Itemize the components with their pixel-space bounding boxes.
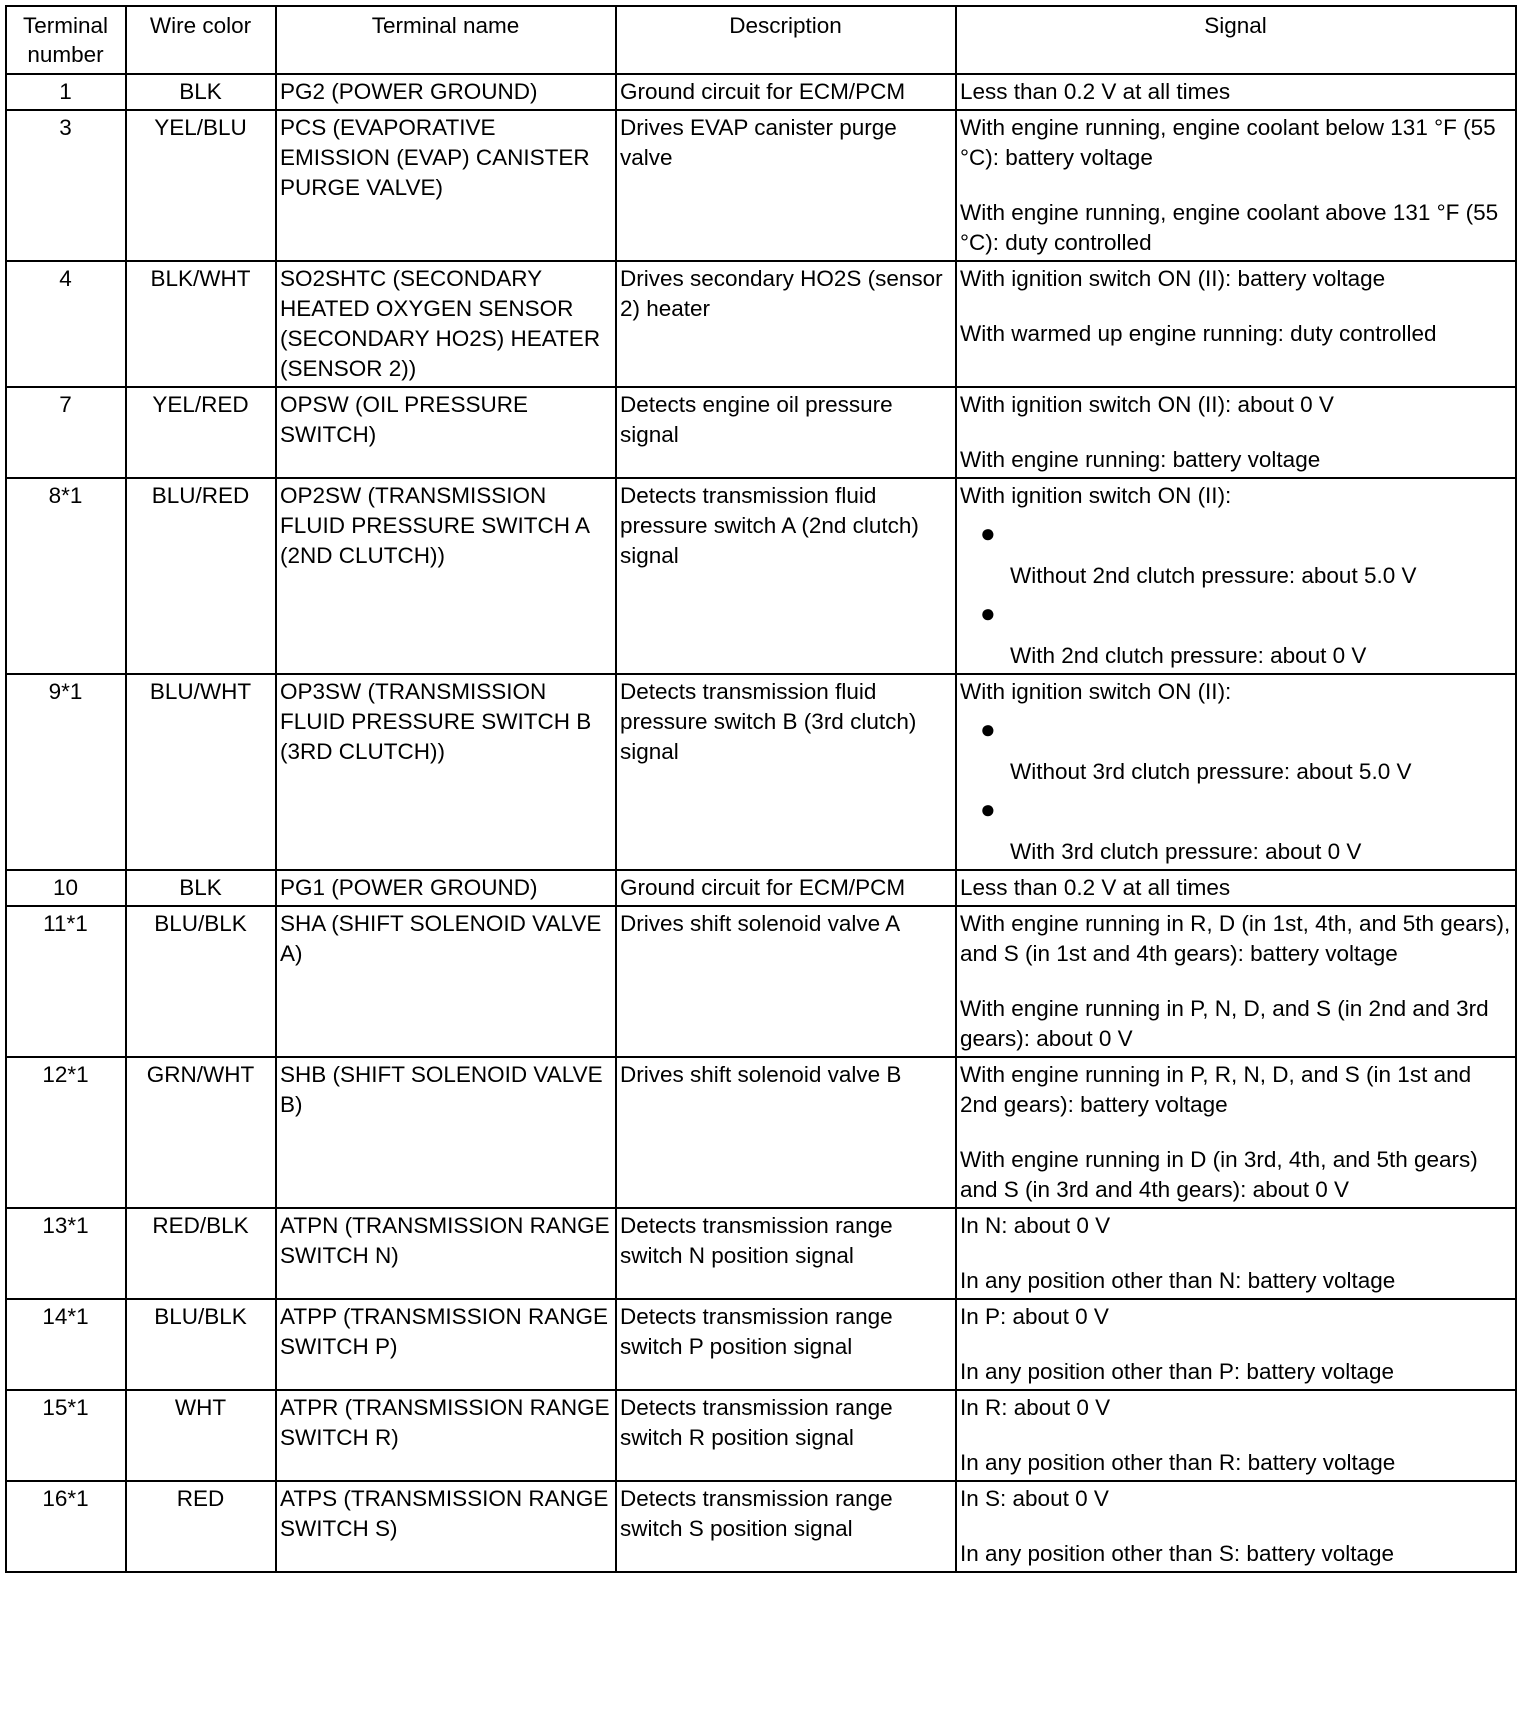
terminal-number-cell: 8*1	[6, 478, 126, 674]
table-row	[6, 1299, 1516, 1390]
terminal-table-container	[5, 5, 1517, 1573]
terminal-name-cell: PG1 (POWER GROUND)	[276, 870, 616, 906]
table-row	[6, 1208, 1516, 1299]
signal-line: With engine running in P, R, N, D, and S (in 1st and 2nd gears): battery voltage	[960, 1062, 1472, 1117]
wire-color-cell: BLU/BLK	[126, 906, 276, 1057]
header-wire-color: Wire color	[126, 6, 276, 74]
paragraph-gap	[960, 294, 1511, 319]
signal-line: With engine running in D (in 3rd, 4th, and 5th gears) and S (in 3rd and 4th gears): about 0 V	[960, 1147, 1478, 1202]
wire-color-cell: GRN/WHT	[126, 1057, 276, 1208]
signal-line: With engine running, engine coolant above 131 °F (55 °C): duty controlled	[960, 200, 1499, 255]
table-row	[6, 74, 1516, 110]
table-row	[6, 478, 1516, 674]
terminal-name-cell: OPSW (OIL PRESSURE SWITCH)	[276, 387, 616, 478]
signal-line: With ignition switch ON (II): battery voltage	[960, 266, 1386, 291]
signal-line: Less than 0.2 V at all times	[960, 79, 1231, 104]
header-terminal-number: Terminal number	[6, 6, 126, 74]
signal-cell	[956, 1299, 1516, 1390]
signal-cell	[956, 1390, 1516, 1481]
terminal-name-cell: OP3SW (TRANSMISSION FLUID PRESSURE SWITCH B (3RD CLUTCH))	[276, 674, 616, 870]
signal-line: Less than 0.2 V at all times	[960, 875, 1231, 900]
terminal-name-cell: SHA (SHIFT SOLENOID VALVE A)	[276, 906, 616, 1057]
description-cell: Detects transmission range switch S position signal	[616, 1481, 956, 1572]
paragraph-gap	[960, 1423, 1511, 1448]
wire-color-cell: WHT	[126, 1390, 276, 1481]
signal-bullet-line: Without 3rd clutch pressure: about 5.0 V	[1010, 759, 1412, 784]
table-row	[6, 870, 1516, 906]
description-cell: Detects transmission range switch N position signal	[616, 1208, 956, 1299]
terminal-name-cell: ATPR (TRANSMISSION RANGE SWITCH R)	[276, 1390, 616, 1481]
terminal-number-cell: 14*1	[6, 1299, 126, 1390]
terminal-number-cell: 9*1	[6, 674, 126, 870]
signal-cell	[956, 387, 1516, 478]
terminal-number-cell: 16*1	[6, 1481, 126, 1572]
paragraph-gap	[960, 1332, 1511, 1357]
header-row	[6, 6, 1516, 74]
table-row	[6, 906, 1516, 1057]
bullet-icon: ●	[980, 518, 996, 548]
signal-line: With engine running, engine coolant below 131 °F (55 °C): battery voltage	[960, 115, 1496, 170]
table-row	[6, 1390, 1516, 1481]
signal-line: In any position other than R: battery voltage	[960, 1450, 1396, 1475]
wire-color-cell: BLU/BLK	[126, 1299, 276, 1390]
terminal-number-cell: 10	[6, 870, 126, 906]
bullet-icon: ●	[980, 598, 996, 628]
table-row	[6, 1481, 1516, 1572]
description-cell: Ground circuit for ECM/PCM	[616, 870, 956, 906]
wire-color-cell: RED/BLK	[126, 1208, 276, 1299]
terminal-number-cell: 7	[6, 387, 126, 478]
signal-line: In R: about 0 V	[960, 1395, 1111, 1420]
signal-line: In any position other than S: battery voltage	[960, 1541, 1395, 1566]
terminal-name-cell: ATPN (TRANSMISSION RANGE SWITCH N)	[276, 1208, 616, 1299]
signal-cell	[956, 110, 1516, 261]
table-body	[6, 74, 1516, 1572]
signal-line: With ignition switch ON (II): about 0 V	[960, 392, 1334, 417]
signal-bullet-line: With 3rd clutch pressure: about 0 V	[1010, 839, 1362, 864]
terminal-number-cell: 11*1	[6, 906, 126, 1057]
terminal-name-cell: ATPS (TRANSMISSION RANGE SWITCH S)	[276, 1481, 616, 1572]
description-cell: Drives EVAP canister purge valve	[616, 110, 956, 261]
terminal-number-cell: 1	[6, 74, 126, 110]
table-row	[6, 674, 1516, 870]
signal-bullet-line: With 2nd clutch pressure: about 0 V	[1010, 643, 1367, 668]
signal-cell	[956, 870, 1516, 906]
wire-color-cell: RED	[126, 1481, 276, 1572]
terminal-number-cell: 15*1	[6, 1390, 126, 1481]
terminal-name-cell: PCS (EVAPORATIVE EMISSION (EVAP) CANISTER PURGE VALVE)	[276, 110, 616, 261]
signal-line: In N: about 0 V	[960, 1213, 1111, 1238]
table-row	[6, 387, 1516, 478]
signal-bullet-line: Without 2nd clutch pressure: about 5.0 V	[1010, 563, 1417, 588]
signal-line: With engine running: battery voltage	[960, 447, 1321, 472]
signal-cell	[956, 674, 1516, 870]
wire-color-cell: YEL/BLU	[126, 110, 276, 261]
signal-line: In S: about 0 V	[960, 1486, 1109, 1511]
signal-line: In any position other than P: battery voltage	[960, 1359, 1395, 1384]
signal-cell	[956, 74, 1516, 110]
terminal-name-cell: ATPP (TRANSMISSION RANGE SWITCH P)	[276, 1299, 616, 1390]
signal-line: With ignition switch ON (II):	[960, 679, 1232, 704]
description-cell: Detects transmission fluid pressure switch B (3rd clutch) signal	[616, 674, 956, 870]
description-cell: Detects transmission range switch R position signal	[616, 1390, 956, 1481]
terminal-name-cell: OP2SW (TRANSMISSION FLUID PRESSURE SWITCH A (2ND CLUTCH))	[276, 478, 616, 674]
bullet-icon: ●	[980, 794, 996, 824]
description-cell: Drives secondary HO2S (sensor 2) heater	[616, 261, 956, 387]
header-description: Description	[616, 6, 956, 74]
terminal-name-cell: PG2 (POWER GROUND)	[276, 74, 616, 110]
terminal-number-cell: 13*1	[6, 1208, 126, 1299]
signal-cell	[956, 1057, 1516, 1208]
signal-cell	[956, 1481, 1516, 1572]
signal-line: In any position other than N: battery voltage	[960, 1268, 1396, 1293]
header-signal: Signal	[956, 6, 1516, 74]
terminal-number-cell: 4	[6, 261, 126, 387]
signal-cell	[956, 1208, 1516, 1299]
paragraph-gap	[960, 1120, 1511, 1145]
wire-color-cell: BLK	[126, 870, 276, 906]
signal-line: With engine running in R, D (in 1st, 4th, and 5th gears), and S (in 1st and 4th gears): battery voltage	[960, 911, 1511, 966]
wire-color-cell: BLK/WHT	[126, 261, 276, 387]
header-terminal-name: Terminal name	[276, 6, 616, 74]
terminal-number-cell: 3	[6, 110, 126, 261]
description-cell: Detects transmission range switch P position signal	[616, 1299, 956, 1390]
terminal-table	[5, 5, 1517, 1573]
paragraph-gap	[960, 1514, 1511, 1539]
paragraph-gap	[960, 420, 1511, 445]
signal-cell	[956, 261, 1516, 387]
signal-line: With engine running in P, N, D, and S (in 2nd and 3rd gears): about 0 V	[960, 996, 1489, 1051]
signal-cell	[956, 478, 1516, 674]
description-cell: Detects engine oil pressure signal	[616, 387, 956, 478]
description-cell: Detects transmission fluid pressure switch A (2nd clutch) signal	[616, 478, 956, 674]
terminal-name-cell: SHB (SHIFT SOLENOID VALVE B)	[276, 1057, 616, 1208]
signal-line: With ignition switch ON (II):	[960, 483, 1232, 508]
table-row	[6, 1057, 1516, 1208]
wire-color-cell: YEL/RED	[126, 387, 276, 478]
terminal-number-cell: 12*1	[6, 1057, 126, 1208]
signal-line: In P: about 0 V	[960, 1304, 1109, 1329]
description-cell: Drives shift solenoid valve B	[616, 1057, 956, 1208]
wire-color-cell: BLU/WHT	[126, 674, 276, 870]
bullet-icon: ●	[980, 714, 996, 744]
paragraph-gap	[960, 969, 1511, 994]
wire-color-cell: BLK	[126, 74, 276, 110]
wire-color-cell: BLU/RED	[126, 478, 276, 674]
signal-line: With warmed up engine running: duty controlled	[960, 321, 1437, 346]
table-row	[6, 261, 1516, 387]
table-row	[6, 110, 1516, 261]
paragraph-gap	[960, 173, 1511, 198]
description-cell: Ground circuit for ECM/PCM	[616, 74, 956, 110]
terminal-name-cell: SO2SHTC (SECONDARY HEATED OXYGEN SENSOR (SECONDARY HO2S) HEATER (SENSOR 2))	[276, 261, 616, 387]
signal-cell	[956, 906, 1516, 1057]
paragraph-gap	[960, 1241, 1511, 1266]
description-cell: Drives shift solenoid valve A	[616, 906, 956, 1057]
